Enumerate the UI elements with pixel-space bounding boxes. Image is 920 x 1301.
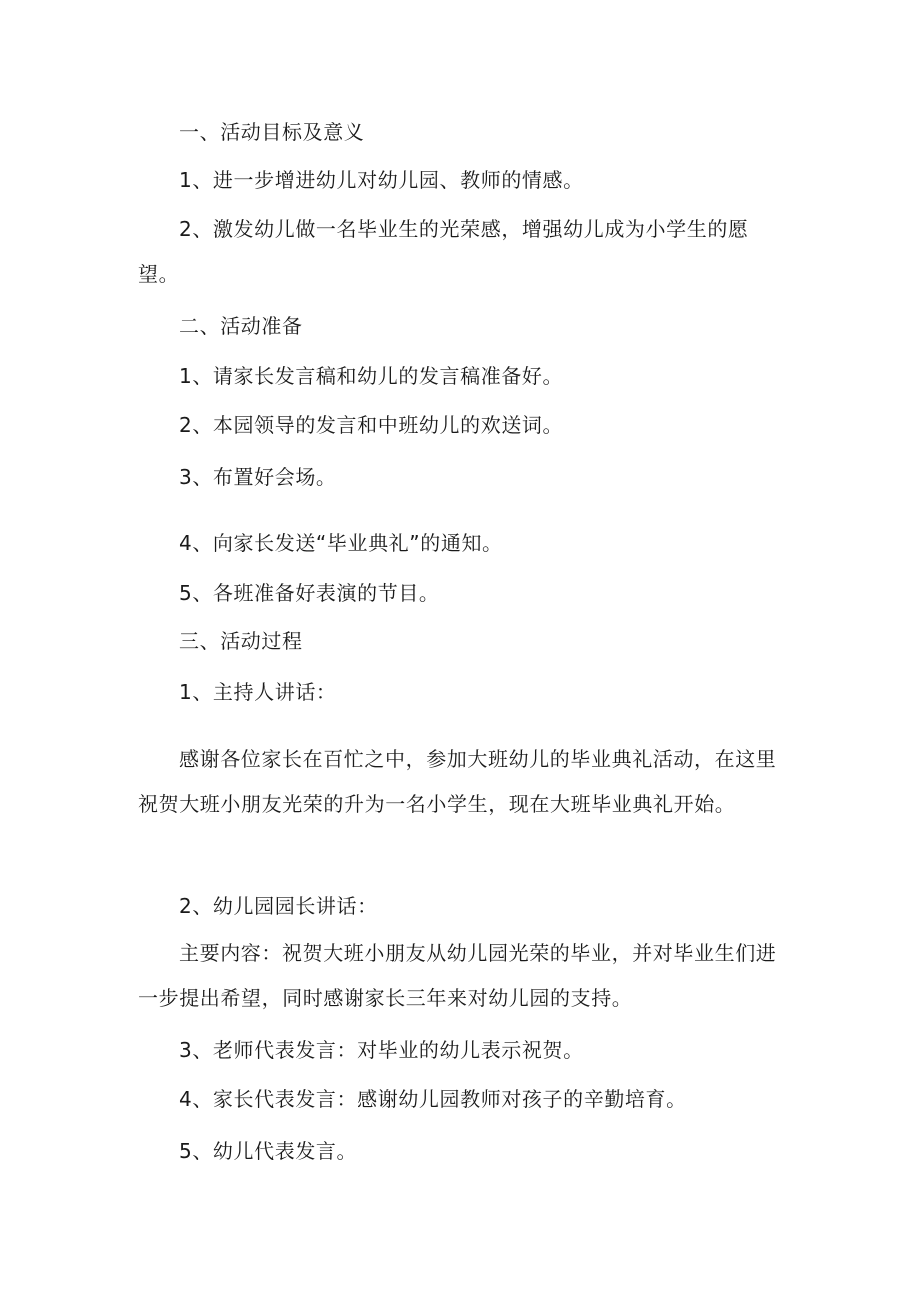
goal-item-1: 1、进一步增进幼儿对幼儿园、教师的情感。 — [179, 168, 584, 192]
process-item-3: 3、老师代表发言：对毕业的幼儿表示祝贺。 — [179, 1038, 584, 1062]
process-item-5: 5、幼儿代表发言。 — [179, 1139, 358, 1163]
section-heading-preparation: 二、活动准备 — [179, 314, 303, 338]
preparation-item-3: 3、布置好会场。 — [179, 465, 337, 489]
preparation-item-1: 1、请家长发言稿和幼儿的发言稿准备好。 — [179, 364, 564, 388]
section-heading-goals: 一、活动目标及意义 — [179, 120, 365, 144]
preparation-item-4: 4、向家长发送“毕业典礼”的通知。 — [179, 531, 503, 555]
process-item-1: 1、主持人讲话： — [179, 680, 337, 704]
preparation-item-2: 2、本园领导的发言和中班幼儿的欢送词。 — [179, 413, 564, 437]
host-speech-paragraph: 感谢各位家长在百忙之中，参加大班幼儿的毕业典礼活动，在这里祝贺大班小朋友光荣的升为一名小学生，现在大班毕业典礼开始。 — [138, 747, 777, 816]
goal-item-2: 2、激发幼儿做一名毕业生的光荣感，增强幼儿成为小学生的愿望。 — [138, 217, 749, 286]
preparation-item-5: 5、各班准备好表演的节目。 — [179, 581, 440, 605]
principal-speech-paragraph: 主要内容：祝贺大班小朋友从幼儿园光荣的毕业，并对毕业生们进一步提出希望，同时感谢家长三年来对幼儿园的支持。 — [138, 941, 777, 1010]
process-item-2: 2、幼儿园园长讲话： — [179, 894, 378, 918]
process-item-4: 4、家长代表发言：感谢幼儿园教师对孩子的辛勤培育。 — [179, 1087, 687, 1111]
section-heading-process: 三、活动过程 — [179, 629, 303, 653]
